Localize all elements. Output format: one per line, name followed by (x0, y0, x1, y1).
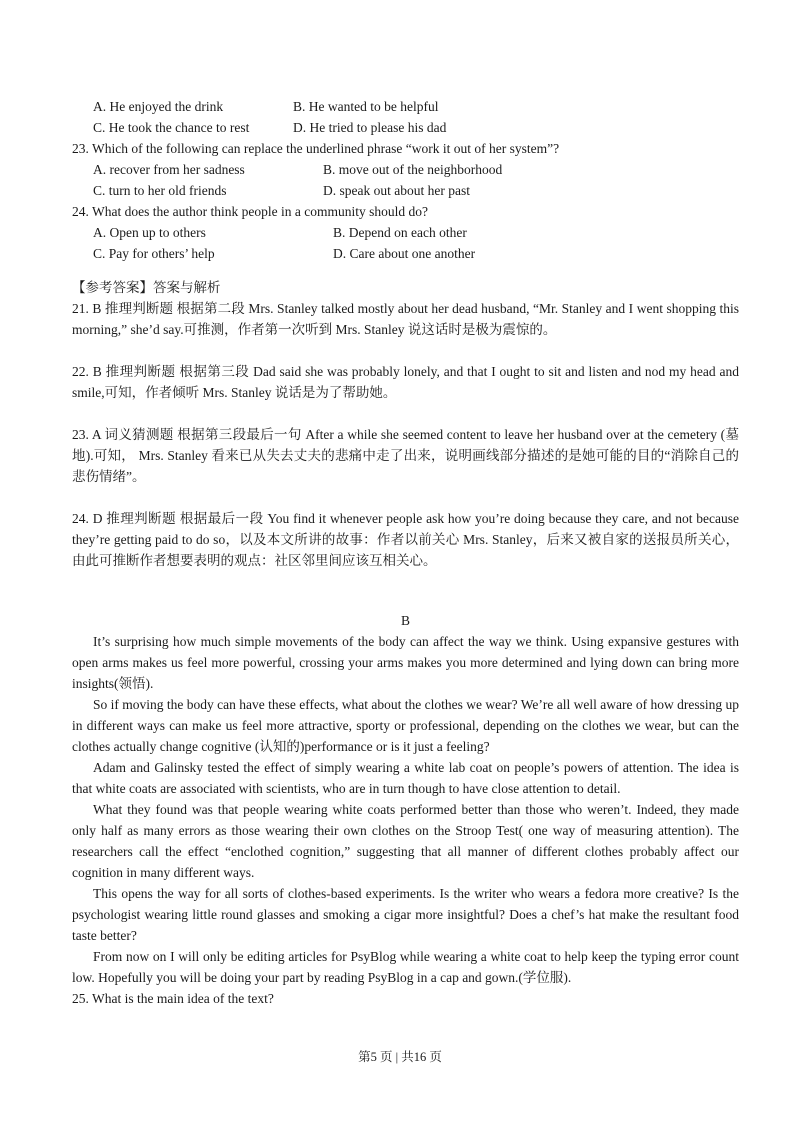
q23-option-b: B. move out of the neighborhood (323, 162, 503, 177)
q22-options-row-2 (72, 117, 739, 138)
q23-options-row-2 (72, 180, 739, 201)
q23-option-c: C. turn to her old friends (93, 183, 227, 198)
passage-paragraph-2: So if moving the body can have these effects, what about the clothes we wear? We’re all well aware of how dressing up in different ways can make us feel more attractive, sporty or professional, depending on the clothes we wear, but can the clothes actually change cognitive (认知的)performance or is it just a feeling? (72, 697, 739, 754)
answer-22: 22. B 推理判断题 根据第三段 Dad said she was probably lonely, and that I ought to sit and listen and nod my head and smile,可知，作者倾听 Mrs. Stanley 说话是为了帮助她。 (72, 364, 739, 400)
q24-options-row-2 (72, 243, 739, 264)
q24-options-row-1 (72, 222, 739, 243)
q24-stem: 24. What does the author think people in a community should do? (72, 204, 428, 219)
q24-option-c: C. Pay for others’ help (93, 246, 215, 261)
q22-option-c: C. He took the chance to rest (93, 120, 250, 135)
answer-23: 23. A 词义猜测题 根据第三段最后一句 After a while she seemed content to leave her husband over at the cemetery (墓地).可知， Mrs. Stanley 看来已从失去丈夫的悲痛中走了出来，说明画线部分描述的是她可能的目的“消除自己的悲伤情绪”。 (72, 427, 739, 484)
q22-option-a: A. He enjoyed the drink (93, 99, 224, 114)
q23-options-row-1 (72, 159, 739, 180)
document-page (72, 96, 739, 1009)
answer-heading: 【参考答案】答案与解析 (72, 280, 221, 295)
q24-option-b: B. Depend on each other (333, 225, 467, 240)
q23-option-d: D. speak out about her past (323, 183, 470, 198)
passage-paragraph-3: Adam and Galinsky tested the effect of simply wearing a white lab coat on people’s powers of attention. The idea is that white coats are associated with scientists, who are in turn though to have close attention to detail. (72, 760, 739, 796)
page-footer: 第5 页 | 共16 页 (358, 1050, 442, 1064)
q23-option-a: A. recover from her sadness (93, 162, 245, 177)
q22-option-b: B. He wanted to be helpful (293, 99, 439, 114)
q23-stem: 23. Which of the following can replace the underlined phrase “work it out of her system”? (72, 141, 560, 156)
answer-21: 21. B 推理判断题 根据第二段 Mrs. Stanley talked mostly about her dead husband, “Mr. Stanley and I went shopping this morning,” she’d say.可推测，作者第一次听到 Mrs. Stanley 说这话时是极为震惊的。 (72, 301, 739, 337)
q24-option-d: D. Care about one another (333, 246, 476, 261)
passage-paragraph-6: From now on I will only be editing articles for PsyBlog while wearing a white coat to help keep the typing error count low. Hopefully you will be doing your part by reading PsyBlog in a cap and gown.(学位服). (72, 949, 739, 985)
passage-paragraph-1: It’s surprising how much simple movements of the body can affect the way we think. Using expansive gestures with open arms makes us feel more powerful, crossing your arms makes you more determined and lying down can bring more insights(领悟). (72, 634, 739, 691)
q22-option-d: D. He tried to please his dad (293, 120, 447, 135)
section-b-title: B (400, 613, 410, 628)
q25-stem: 25. What is the main idea of the text? (72, 991, 274, 1006)
q22-options-row-1 (72, 96, 739, 117)
passage-paragraph-5: This opens the way for all sorts of clothes-based experiments. Is the writer who wears a fedora more creative? Is the psychologist wearing little round glasses and smoking a cigar more insightful? Does a chef’s hat make the resultant food taste better? (72, 886, 739, 943)
passage-paragraph-4: What they found was that people wearing white coats performed better than those who weren’t. Indeed, they made only half as many errors as those wearing their own clothes on the Stroop Test( one way of measuring attention). The researchers call the effect “enclothed cognition,” suggesting that all manner of different clothes probably affect our cognition in many different ways. (72, 802, 739, 880)
q24-option-a: A. Open up to others (93, 225, 206, 240)
answer-24: 24. D 推理判断题 根据最后一段 You find it whenever people ask how you’re doing because they care, and not because they’re getting paid to do so，以及本文所讲的故事：作者以前关心 Mrs. Stanley，后来又被自家的送报员所关心，由此可推断作者想要表明的观点：社区邻里间应该互相关心。 (72, 511, 739, 568)
